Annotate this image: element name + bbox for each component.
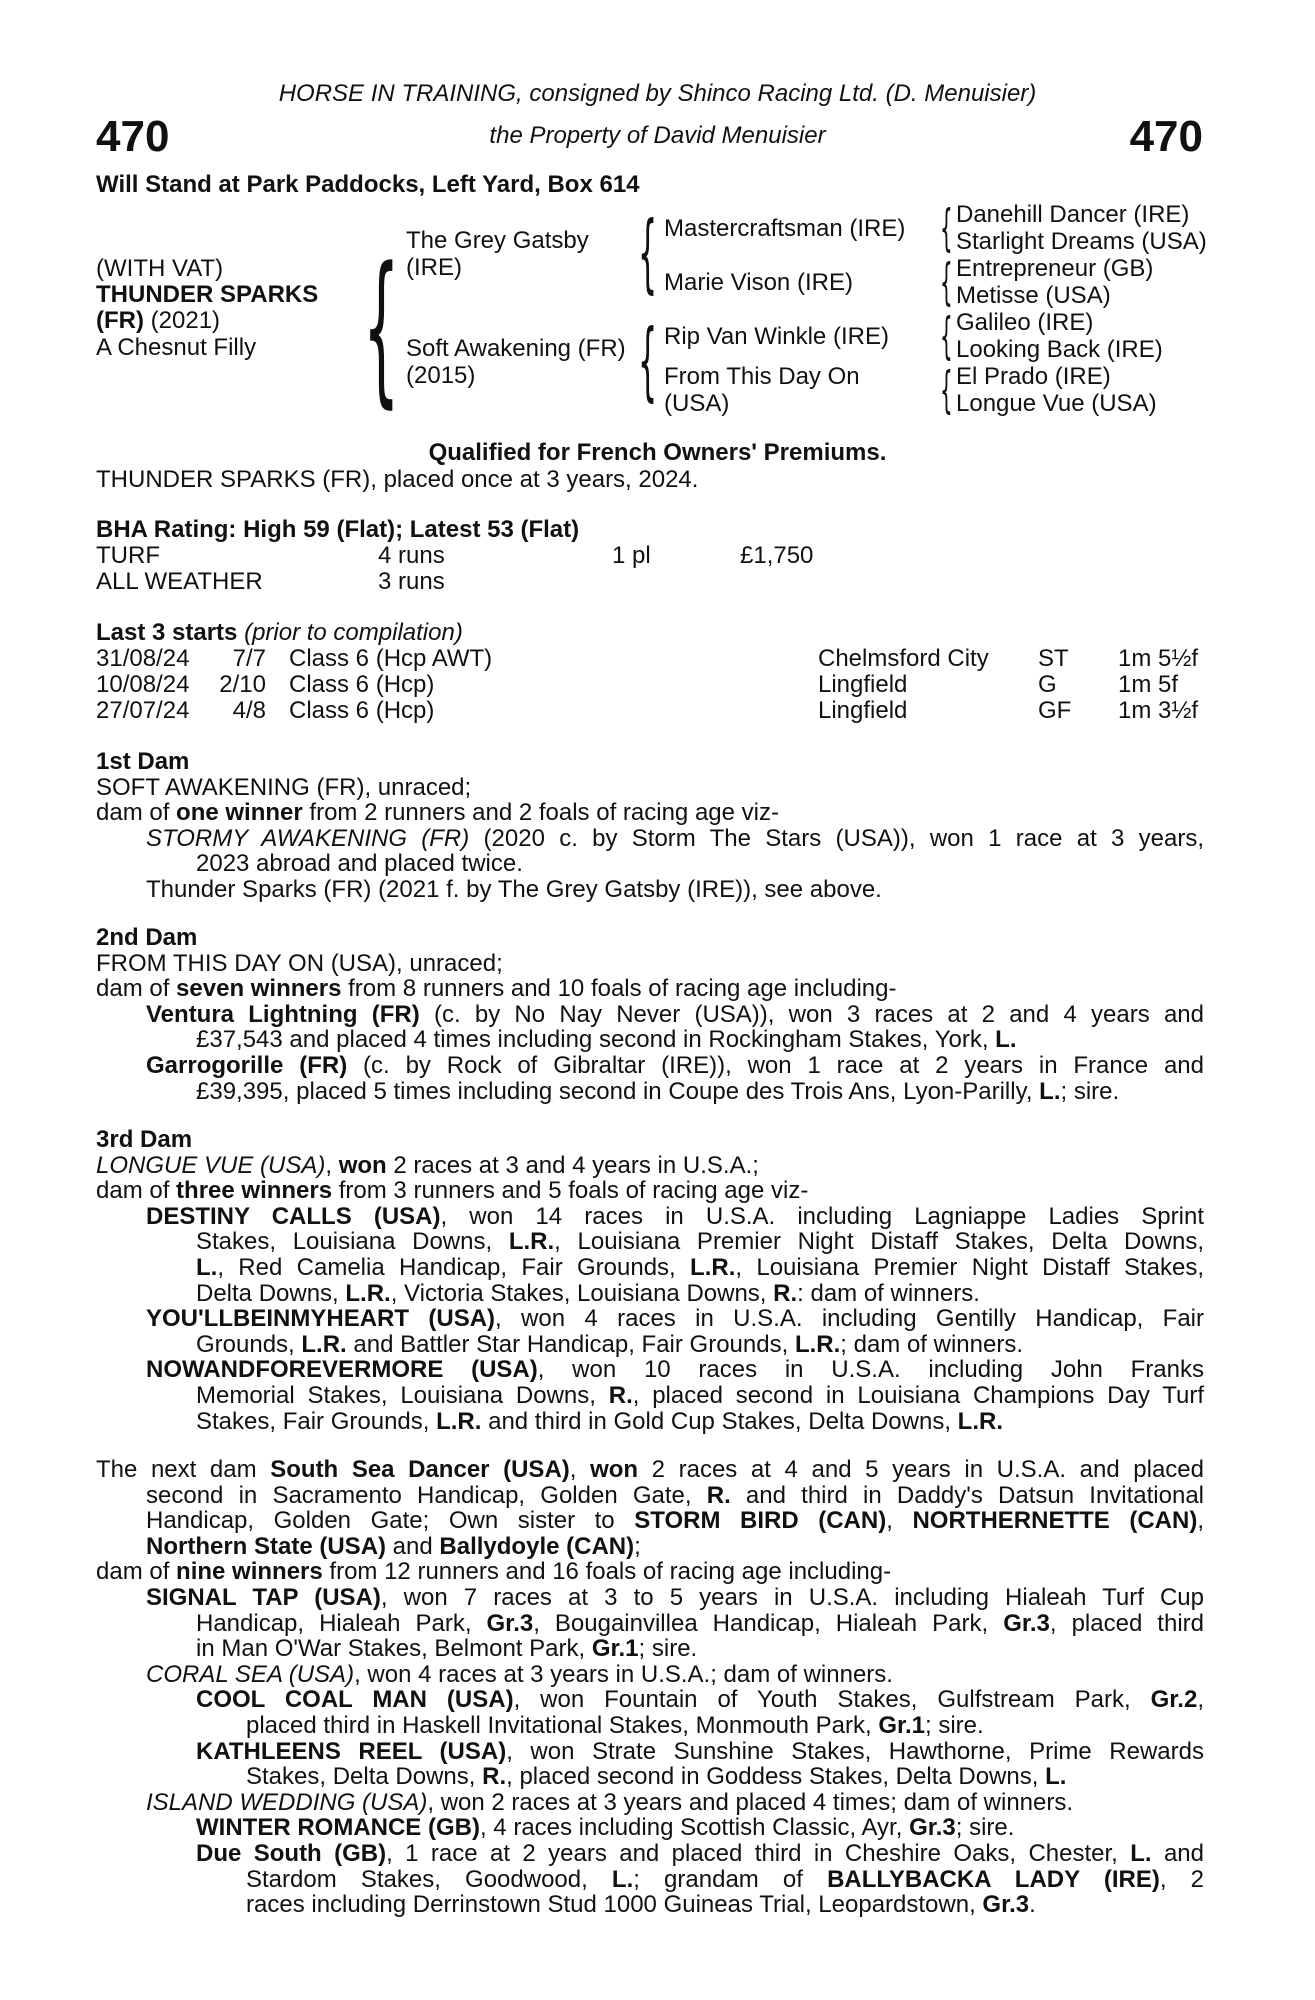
sire-dam: Marie Vison (IRE) [664,269,853,296]
dam-line: FROM THIS DAY ON (USA), unraced; [96,949,503,977]
lot-number-left: 470 [96,112,170,161]
start-distance: 1m 5f [1118,671,1179,698]
gen3-sds: Entrepreneur (GB) [956,255,1154,282]
progeny-line: Stakes, Fair Grounds, L.R. and third in Gold Cup Stakes, Delta Downs, L.R. [196,1407,1003,1435]
dam-produce-line: dam of seven winners from 8 runners and 10 foals of racing age including- [96,975,897,1003]
progeny-line: L., Red Camelia Handicap, Fair Grounds, L.R., Louisiana Premier Night Distaff Stakes, [196,1253,1205,1281]
gen3-sss: Danehill Dancer (IRE) [956,201,1190,228]
progeny-line: Grounds, L.R. and Battler Star Handicap, Fair Grounds, L.R.; dam of winners. [196,1330,1024,1358]
dam-year: (2015) [406,362,476,389]
start-date: 31/08/24 [96,645,190,672]
progeny-line: £37,543 and placed 4 times including second in Rockingham Stakes, York, L. [196,1026,1017,1054]
start-date: 10/08/24 [96,671,190,698]
bha-rating: BHA Rating: High 59 (Flat); Latest 53 (Flat) [96,516,580,543]
gen3-dsd: Looking Back (IRE) [956,336,1163,363]
start-race: Class 6 (Hcp AWT) [289,645,493,672]
dam-sire: Rip Van Winkle (IRE) [664,323,889,350]
progeny-line: in Man O'War Stakes, Belmont Park, Gr.1; sire. [196,1635,698,1663]
dam-line: Handicap, Golden Gate; Own sister to STORM BIRD (CAN), NORTHERNETTE (CAN), [146,1507,1204,1535]
dam-name: Soft Awakening (FR) [406,335,626,362]
progeny-line: KATHLEENS REEL (USA), won Strate Sunshine Stakes, Hawthorne, Prime Rewards [196,1737,1204,1765]
progeny-line: Garrogorille (FR) (c. by Rock of Gibraltar (IRE)), won 1 race at 2 years in France and [146,1051,1204,1079]
last-starts-title: Last 3 starts [96,619,238,646]
gen3-dss: Galileo (IRE) [956,309,1094,336]
start-race: Class 6 (Hcp) [289,671,435,698]
brace-gen3-a: { [940,199,953,257]
start-position: 4/8 [232,697,266,724]
progeny-line: Memorial Stakes, Louisiana Downs, R., placed second in Louisiana Champions Day Turf [196,1381,1205,1409]
progeny-line: Delta Downs, L.R., Victoria Stakes, Louisiana Downs, R.: dam of winners. [196,1279,980,1307]
start-date: 27/07/24 [96,697,190,724]
dam-line: LONGUE VUE (USA), won 2 races at 3 and 4 years in U.S.A.; [96,1151,759,1179]
progeny-line: Stakes, Louisiana Downs, L.R., Louisiana Premier Night Distaff Stakes, Delta Downs, [196,1228,1205,1256]
start-going: GF [1038,697,1072,724]
progeny-line: SIGNAL TAP (USA), won 7 races at 3 to 5 years in U.S.A. including Hialeah Turf Cup [146,1583,1204,1611]
stabling-location: Will Stand at Park Paddocks, Left Yard, Box 614 [96,171,640,198]
horse-name: THUNDER SPARKS [96,281,319,308]
dam-produce-line: dam of nine winners from 12 runners and 16 foals of racing age including- [96,1558,892,1586]
section-title: 1st Dam [96,748,190,775]
rating-runs: 3 runs [378,568,445,595]
third-dam-section [96,1127,1204,1434]
progeny-line: 2023 abroad and placed twice. [196,850,523,878]
section-title: 3rd Dam [96,1126,193,1153]
brace-first-gen: { [363,232,400,423]
progeny-line: CORAL SEA (USA), won 4 races at 3 years in U.S.A.; dam of winners. [146,1660,893,1688]
dam-produce-line: dam of one winner from 2 runners and 2 foals of racing age viz- [96,799,779,827]
progeny-line: placed third in Haskell Invitational Stakes, Monmouth Park, Gr.1; sire. [246,1711,984,1739]
section-title: 2nd Dam [96,924,198,951]
start-going: G [1038,671,1057,698]
progeny-line: £39,395, placed 5 times including second in Coupe des Trois Ans, Lyon-Parilly, L.; sire. [196,1077,1120,1105]
start-position: 7/7 [232,645,266,672]
progeny-line: STORMY AWAKENING (FR) (2020 c. by Storm The Stars (USA)), won 1 race at 3 years, [146,824,1204,852]
dam-line: The next dam South Sea Dancer (USA), won 2 races at 4 and 5 years in U.S.A. and placed [96,1456,1205,1483]
sire-sire: Mastercraftsman (IRE) [664,215,906,242]
vat-note: (WITH VAT) [96,255,224,282]
rating-runs: 4 runs [378,542,445,569]
progeny-line: races including Derrinstown Stud 1000 Guineas Trial, Leopardstown, Gr.3. [246,1891,1036,1919]
progeny-line: COOL COAL MAN (USA), won Fountain of Youth Stakes, Gulfstream Park, Gr.2, [196,1686,1204,1714]
start-position: 2/10 [219,671,266,698]
start-distance: 1m 5½f [1118,645,1199,672]
brace-gen3-d: { [940,361,953,419]
start-race: Class 6 (Hcp) [289,697,435,724]
brace-dam-parents: { [638,311,658,411]
start-distance: 1m 3½f [1118,697,1199,724]
gen3-ddd: Longue Vue (USA) [956,390,1157,417]
start-course: Lingfield [818,671,908,698]
horse-country: (FR) [96,307,144,334]
progeny-line: Thunder Sparks (FR) (2021 f. by The Grey Gatsby (IRE)), see above. [146,875,882,903]
gen3-ssd: Starlight Dreams (USA) [956,228,1207,255]
sire-name: The Grey Gatsby [406,227,589,254]
last-starts-heading [96,620,463,646]
dam-dam-country: (USA) [664,390,730,417]
horse-description: A Chesnut Filly [96,334,257,361]
progeny-line: DESTINY CALLS (USA), won 14 races in U.S.A. including Lagniappe Ladies Sprint [146,1202,1204,1230]
progeny-line: Due South (GB), 1 race at 2 years and placed third in Cheshire Oaks, Chester, L. and [196,1839,1204,1867]
progeny-line: Stakes, Delta Downs, R., placed second in Goddess Stakes, Delta Downs, L. [246,1763,1067,1791]
rating-surface: TURF [96,542,160,569]
consignor-line: HORSE IN TRAINING, consigned by Shinco Racing Ltd. (D. Menuisier) [278,80,1037,107]
progeny-line: NOWANDFOREVERMORE (USA), won 10 races in U.S.A. including John Franks [146,1356,1204,1384]
progeny-line: WINTER ROMANCE (GB), 4 races including Scottish Classic, Ayr, Gr.3; sire. [196,1814,1015,1842]
dam-line: SOFT AWAKENING (FR), unraced; [96,773,472,801]
brace-gen3-b: { [940,253,953,311]
last-starts-note: (prior to compilation) [244,619,463,646]
first-dam-section [96,749,1204,903]
brace-sire-parents: { [638,203,658,303]
dam-dam: From This Day On [664,363,860,390]
dam-line: Northern State (USA) and Ballydoyle (CAN); [146,1532,641,1560]
progeny-line: ISLAND WEDDING (USA), won 2 races at 3 years and placed 4 times; dam of winners. [146,1788,1074,1816]
property-line: the Property of David Menuisier [489,122,826,149]
lot-number-right: 470 [1129,112,1203,161]
rating-surface: ALL WEATHER [96,568,263,595]
dam-line: second in Sacramento Handicap, Golden Gate, R. and third in Daddy's Datsun Invitational [146,1481,1205,1509]
dam-produce-line: dam of three winners from 3 runners and 5 foals of racing age viz- [96,1177,809,1205]
progeny-line: Ventura Lightning (FR) (c. by No Nay Never (USA)), won 3 races at 2 and 4 years and [146,1000,1204,1028]
progeny-line: Stardom Stakes, Goodwood, L.; grandam of BALLYBACKA LADY (IRE), 2 [246,1865,1204,1893]
rating-prize: £1,750 [740,542,814,569]
gen3-dds: El Prado (IRE) [956,363,1111,390]
next-dam-section [96,1457,1204,1918]
start-course: Chelmsford City [818,645,989,672]
horse-year: (2021) [150,307,221,334]
race-summary: THUNDER SPARKS (FR), placed once at 3 years, 2024. [96,466,699,493]
premiums-note: Qualified for French Owners' Premiums. [428,439,887,466]
sire-country: (IRE) [406,254,462,281]
rating-places: 1 pl [612,542,651,569]
progeny-line: YOU'LLBEINMYHEART (USA), won 4 races in U.S.A. including Gentilly Handicap, Fair [146,1305,1205,1333]
horse-origin [96,308,220,334]
progeny-line: Handicap, Hialeah Park, Gr.3, Bougainvillea Handicap, Hialeah Park, Gr.3, placed third [196,1609,1204,1637]
start-course: Lingfield [818,697,908,724]
brace-gen3-c: { [940,307,953,365]
second-dam-section [96,925,1204,1104]
gen3-sdd: Metisse (USA) [956,282,1111,309]
start-going: ST [1038,645,1069,672]
